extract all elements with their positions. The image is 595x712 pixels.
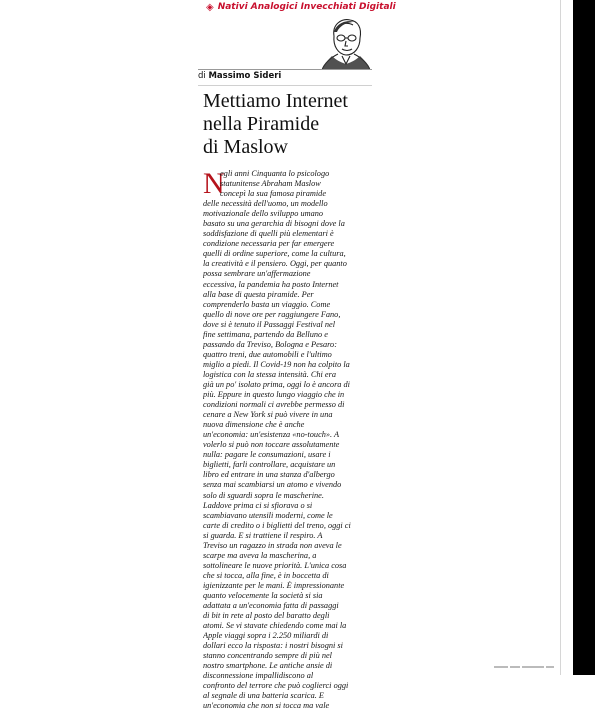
body-line: libro ed entrare in una stanza d'albergo: [203, 470, 335, 480]
body-line: miglio a piedi. Il Covid-19 non ha colpito la: [203, 359, 350, 369]
body-line: nostro smartphone. Le antiche ansie di: [203, 661, 333, 671]
body-line: solo di sguardi sopra le mascherine.: [203, 490, 324, 500]
body-line: la creatività e il pensiero. Oggi, per quanto: [203, 259, 347, 269]
body-line: fine settimana, partendo da Belluno e: [203, 329, 328, 339]
body-line: statunitense Abraham Maslow: [220, 179, 321, 189]
body-line: quattro treni, due automobili e l'ultimo: [203, 349, 332, 359]
body-line: atomi. Se vi stavate chiedendo come mai la: [203, 621, 347, 631]
body-line: soddisfazione di quelli più elementari è: [203, 229, 334, 239]
body-line: condizione necessaria per far emergere: [203, 239, 335, 249]
body-line: quelli di ordine superiore, come la cultura,: [203, 249, 346, 259]
body-line: più. Eppure in questo lungo viaggio che in: [203, 390, 345, 400]
body-line: quello di nove ore per raggiungere Fano,: [203, 309, 341, 319]
body-line: igienizzante per le mani. È impressionante: [203, 580, 345, 590]
body-line: Treviso un ragazzo in strada non aveva le: [203, 540, 342, 550]
body-line: motivazionale dello sviluppo umano: [203, 209, 324, 219]
page-footer-mark: [494, 663, 554, 671]
body-line: biglietti, farli controllare, acquistare un: [203, 460, 336, 470]
body-line: delle necessità dell'uomo, un modello: [203, 199, 328, 209]
body-line: un'economia: un'esistenza «no-touch». A: [203, 430, 340, 440]
body-line: quanto velocemente la società si sia: [203, 590, 323, 600]
body-line: Laddove prima ci si sfiorava o si: [203, 500, 313, 510]
body-line: egli anni Cinquanta lo psicologo: [220, 169, 330, 178]
author-name: Massimo Sideri: [208, 71, 282, 81]
pin-icon: ◈: [206, 1, 214, 13]
body-line: comprenderlo basta un viaggio. Come: [203, 299, 331, 309]
body-line: concepì la sua famosa piramide: [220, 189, 327, 199]
body-line: passando da Treviso, Bologna e Pesaro:: [203, 339, 337, 349]
byline: [198, 71, 281, 83]
body-line: cenare a New York si può vivere in una: [203, 410, 333, 420]
body-line: condizioni normali ci avrebbe permesso di: [203, 400, 345, 410]
byline-divider: [198, 85, 372, 86]
body-line: stanno concentrando sempre di più nel: [203, 651, 332, 661]
body-line: possa sembrare un'affermazione: [203, 269, 311, 279]
body-line: adattata a un'economia fatta di passaggi: [203, 601, 339, 611]
body-line: alla base di questa piramide. Per: [203, 289, 314, 299]
body-line: scarpe ma aveva la mascherina, a: [203, 550, 317, 560]
body-line: confronto del terrore che può coglierci oggi: [203, 681, 349, 691]
byline-rule: [198, 69, 372, 70]
headline-line: Mettiamo Internet: [203, 90, 348, 112]
body-line: Apple viaggi sopra i 2.250 miliardi di: [203, 631, 329, 641]
headline: [203, 90, 378, 159]
body-line: carte di credito o i biglietti del treno, oggi ci: [203, 520, 351, 530]
page-edge: [560, 0, 561, 675]
headline-line: nella Piramide: [203, 113, 320, 135]
body-line: di bit in rete al posto del baratto degli: [203, 611, 330, 621]
body-line: basato su una gerarchia di bisogni dove la: [203, 219, 345, 229]
body-line: già un po' isolato prima, oggi lo è ancora di: [203, 379, 350, 389]
column-kicker: [206, 0, 396, 14]
kicker-label: Nativi Analogici Invecchiati Digitali: [217, 2, 396, 12]
body-line: nuova dimensione che è anche: [203, 420, 305, 430]
body-line: volerlo si può non toccare assolutamente: [203, 440, 340, 450]
body-line: scambiavano utensili moderni, come le: [203, 510, 333, 520]
scan-border: [573, 0, 595, 675]
body-line: logistica con la stessa intensità. Chi era: [203, 369, 336, 379]
body-line: che si tocca, alla fine, è in boccetta di: [203, 570, 329, 580]
body-line: dollari ecco la risposta: i nostri bisogni si: [203, 641, 343, 651]
body-line: dove si è tenuto il Passaggi Festival nel: [203, 319, 336, 329]
headline-line: di Maslow: [203, 136, 288, 158]
byline-prefix: di: [198, 71, 206, 81]
article-body: [203, 169, 373, 712]
body-line: nulla: pagare le consumazioni, usare i: [203, 450, 331, 460]
body-line: al segnale di una batteria scarica. E: [203, 691, 324, 701]
body-line: un'economia che non si tocca ma vale: [203, 701, 330, 711]
body-line: eccessiva, la pandemia ha posto Internet: [203, 279, 339, 289]
body-line: disconnessione impallidiscono al: [203, 671, 314, 681]
body-line: sottolineare le nuove priorità. L'unica cosa: [203, 560, 347, 570]
body-line: si guarda. E si trattiene il respiro. A: [203, 530, 323, 540]
body-line: senza mai scambiarsi un atomo e vivendo: [203, 480, 342, 490]
dropcap: N: [203, 167, 225, 200]
author-portrait: [318, 14, 372, 70]
